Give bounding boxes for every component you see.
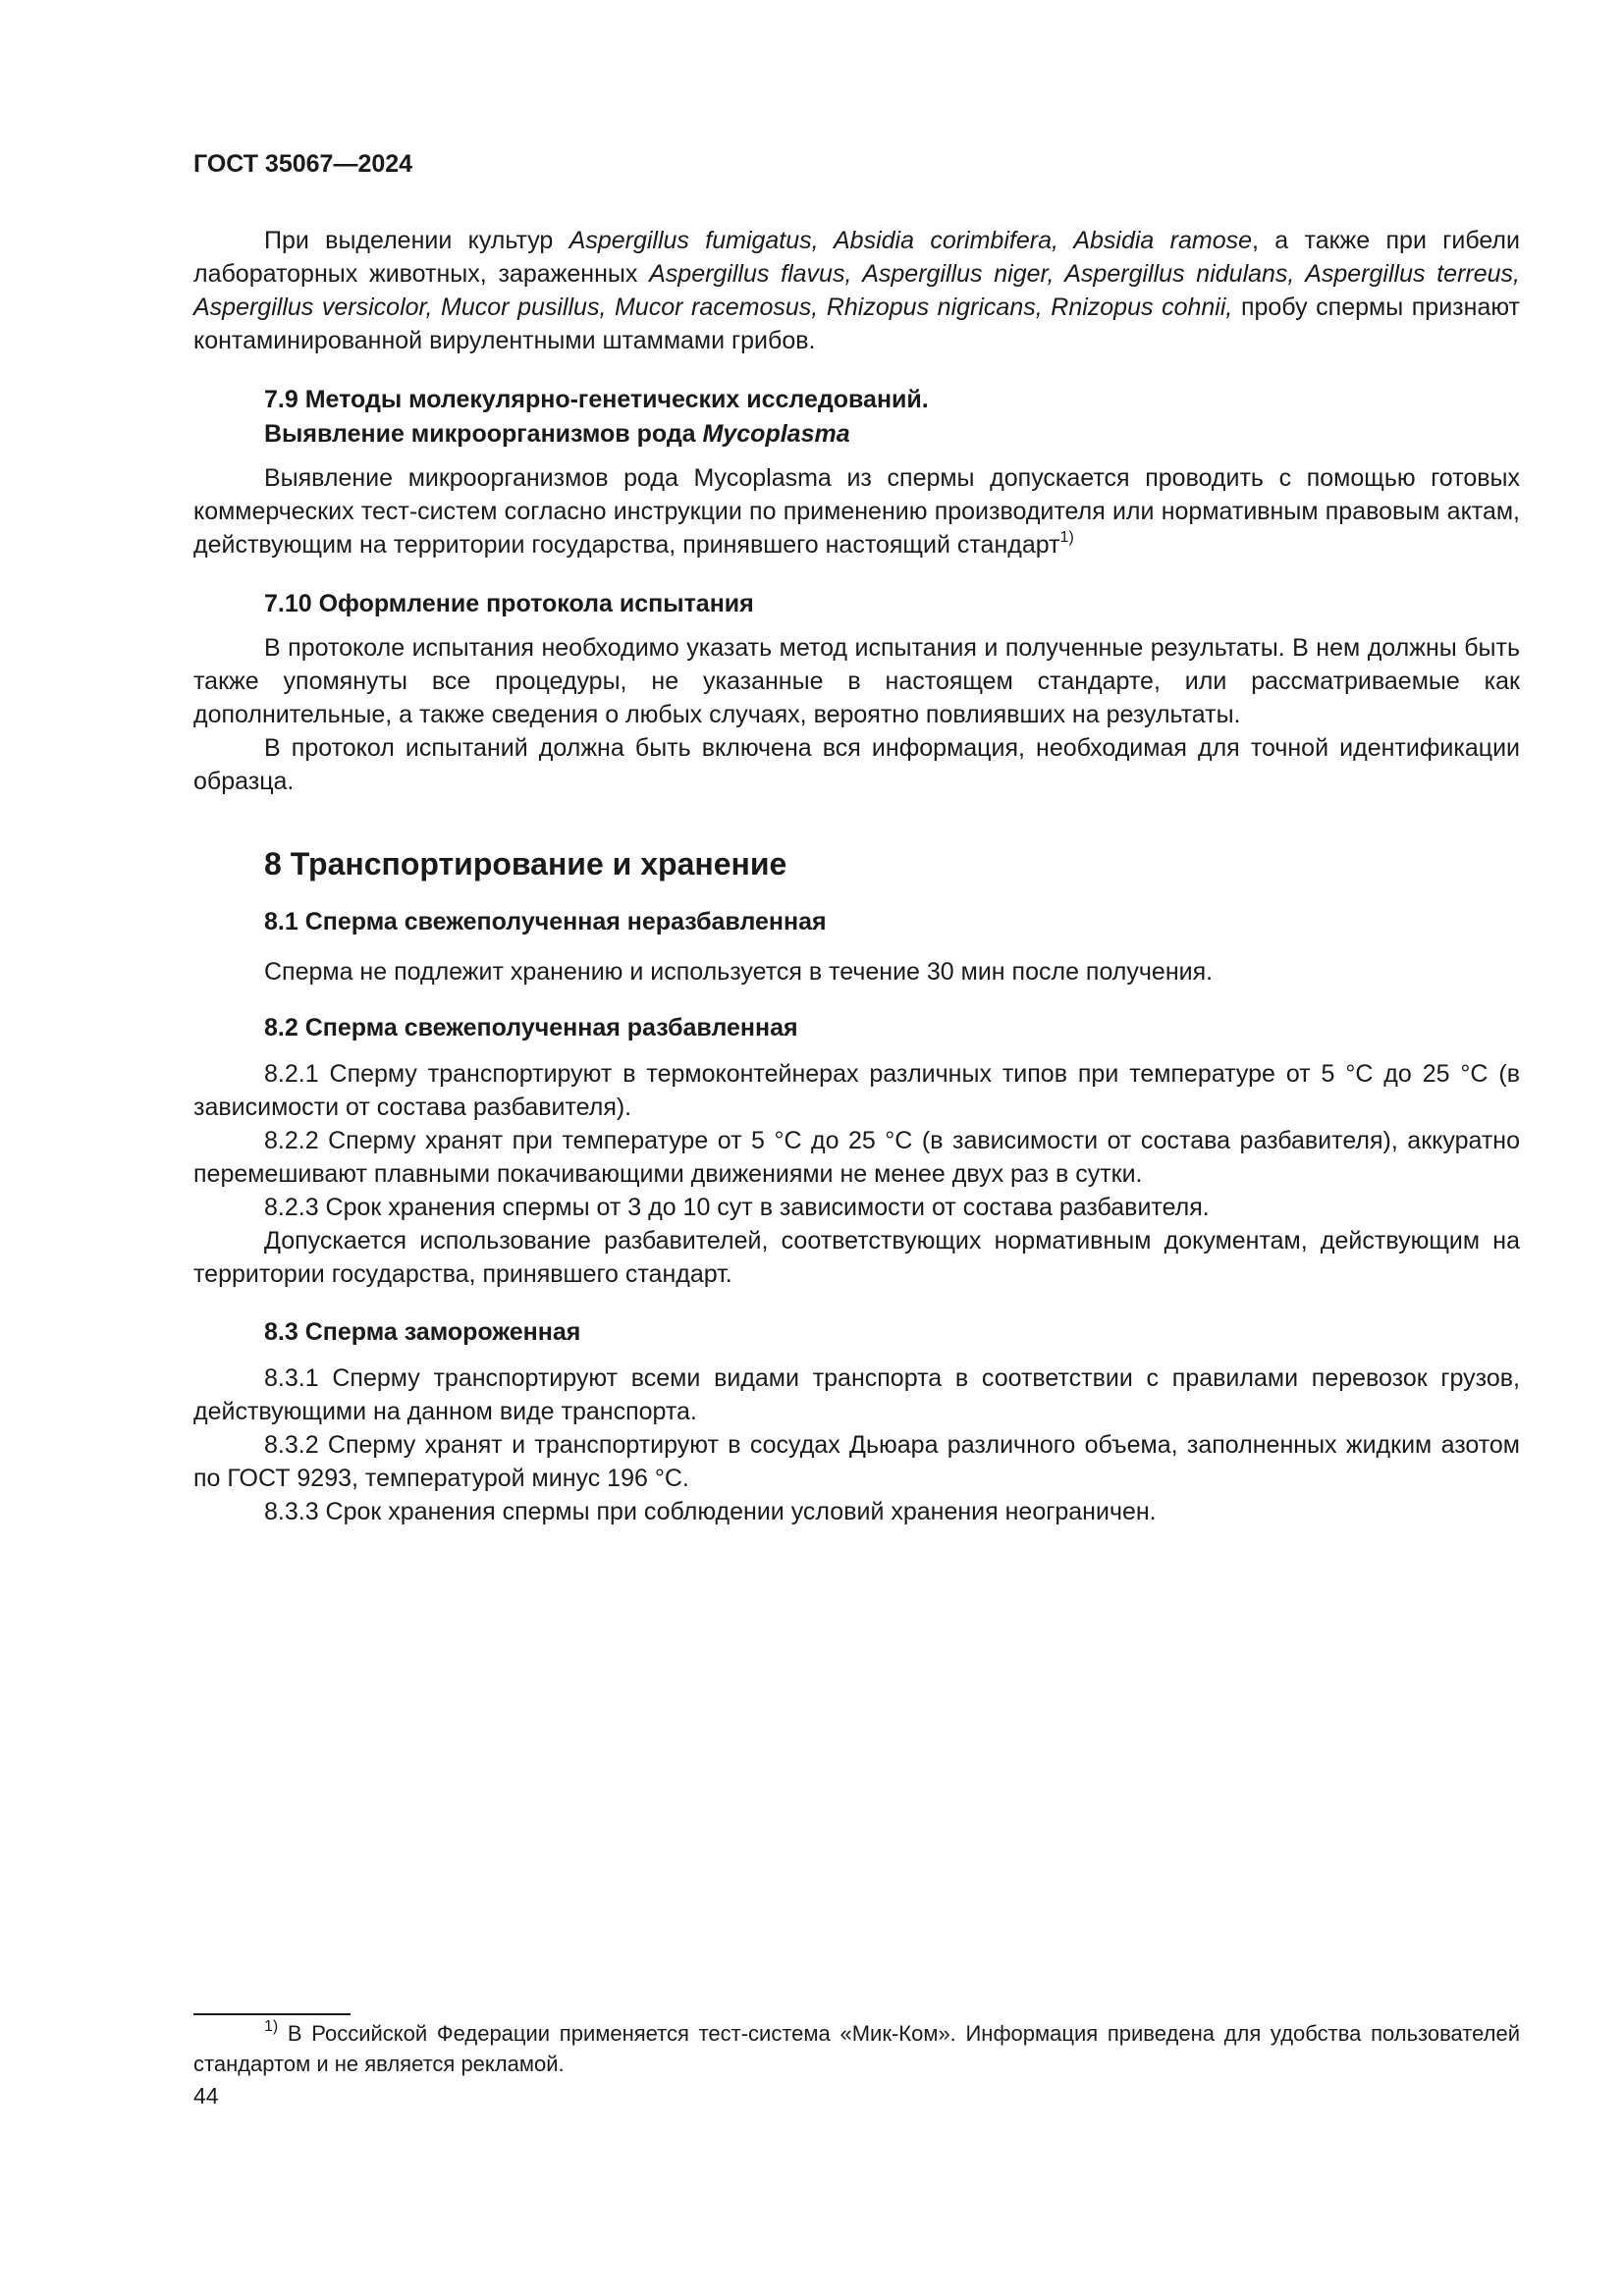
section-7-9-title-prefix: Выявление микроорганизмов рода bbox=[264, 420, 703, 448]
footnote-text: В Российской Федерации применяется тест-система «Мик-Ком». Информация приведена для удобства пользователей стандартом и не является рекламой. bbox=[193, 2021, 1520, 2076]
section-7-10-paragraph-1: В протоколе испытания необходимо указать метод испытания и полученные результаты. В нем должны быть также упомянуты все процедуры, не указанные в настоящем стандарте, или рассматриваемые как дополнительные, а также сведения о любых случаях, вероятно повлиявших на результаты. bbox=[193, 634, 1520, 728]
section-8-3 bbox=[193, 1315, 1520, 1528]
section-8-2 bbox=[193, 1011, 1520, 1291]
section-8-3-title: 8.3 Сперма замороженная bbox=[264, 1318, 581, 1346]
section-8-1-body: Сперма не подлежит хранению и используется в течение 30 мин после получения. bbox=[264, 958, 1214, 986]
footnote-mark: 1) bbox=[264, 2017, 279, 2035]
intro-text-1: При выделении культур bbox=[264, 227, 569, 254]
section-8-2-3: 8.2.3 Срок хранения спермы от 3 до 10 сут в зависимости от состава разбавителя. bbox=[264, 1194, 1210, 1221]
intro-section bbox=[193, 224, 1520, 357]
section-8-1-title: 8.1 Сперма свежеполученная неразбавленная bbox=[264, 908, 827, 935]
section-8-2-1: 8.2.1 Сперму транспортируют в термоконтейнерах различных типов при температуре от 5 °С до 25 °С (в зависимости от состава разбавителя). bbox=[193, 1060, 1520, 1121]
section-7-9-title-line1: 7.9 Методы молекулярно-генетических исследований. bbox=[264, 386, 929, 413]
section-8-1 bbox=[193, 905, 1520, 988]
footnote-paragraph bbox=[193, 2018, 1520, 2079]
section-8-2-title: 8.2 Сперма свежеполученная разбавленная bbox=[264, 1014, 798, 1041]
section-7-10-paragraph-2: В протокол испытаний должна быть включена вся информация, необходимая для точной идентификации образца. bbox=[193, 734, 1520, 795]
section-7-9-body bbox=[193, 461, 1520, 561]
intro-paragraph bbox=[193, 224, 1520, 357]
section-7-9-body-text: Выявление микроорганизмов рода Mycoplasma из спермы допускается проводить с помощью готовых коммерческих тест-систем согласно инструкции по применению производителя или нормативным правовым актам, действующим на территории государства, принявшего настоящий стандарт bbox=[193, 464, 1520, 559]
intro-species-2: Aspergillus flavus, Aspergillus niger, Aspergillus nidulans, Aspergillus terreus, Aspergillus versicolor, Mucor pusillus, Mucor racemosus, Rhizopus nigricans, Rnizopus cohnii, bbox=[193, 260, 1520, 321]
intro-text-2: , а также при гибели лабораторных животных, зараженных bbox=[193, 227, 1520, 288]
section-8-3-2: 8.3.2 Сперму хранят и транспортируют в сосудах Дьюара различного объема, заполненных жидким азотом по ГОСТ 9293, температурой минус 196 °С. bbox=[193, 1431, 1520, 1492]
footnote bbox=[193, 2018, 1520, 2079]
section-8-3-1: 8.3.1 Сперму транспортируют всеми видами транспорта в соответствии с правилами перевозок грузов, действующими на данном виде транспорта. bbox=[193, 1364, 1520, 1425]
section-7-9-title-italic: Mycoplasma bbox=[702, 420, 850, 448]
section-7-10-title: 7.10 Оформление протокола испытания bbox=[264, 590, 754, 617]
section-8 bbox=[193, 844, 1520, 883]
section-7-10 bbox=[193, 587, 1520, 798]
section-7-9-title-line2 bbox=[193, 417, 1520, 452]
footnote-reference[interactable]: 1) bbox=[1059, 528, 1074, 546]
intro-text-3: пробу спермы признают контаминированной вирулентными штаммами грибов. bbox=[193, 294, 1520, 354]
page-number: 44 bbox=[193, 2083, 219, 2109]
footnote-divider bbox=[193, 2013, 351, 2015]
section-8-title: 8 Транспортирование и хранение bbox=[264, 846, 787, 881]
intro-species-1: Aspergillus fumigatus, Absidia corimbifera, Absidia ramose bbox=[568, 227, 1253, 254]
document-header: ГОСТ 35067—2024 bbox=[193, 150, 413, 178]
section-8-2-2: 8.2.2 Сперму хранят при температуре от 5 °С до 25 °С (в зависимости от состава разбавителя), аккуратно перемешивают плавными покачивающими движениями не менее двух раз в сутки. bbox=[193, 1127, 1520, 1188]
section-7-9 bbox=[193, 383, 1520, 561]
section-8-2-note: Допускается использование разбавителей, соответствующих нормативным документам, действующим на территории государства, принявшего стандарт. bbox=[193, 1227, 1520, 1288]
section-8-3-3: 8.3.3 Срок хранения спермы при соблюдении условий хранения неограничен. bbox=[264, 1498, 1157, 1525]
